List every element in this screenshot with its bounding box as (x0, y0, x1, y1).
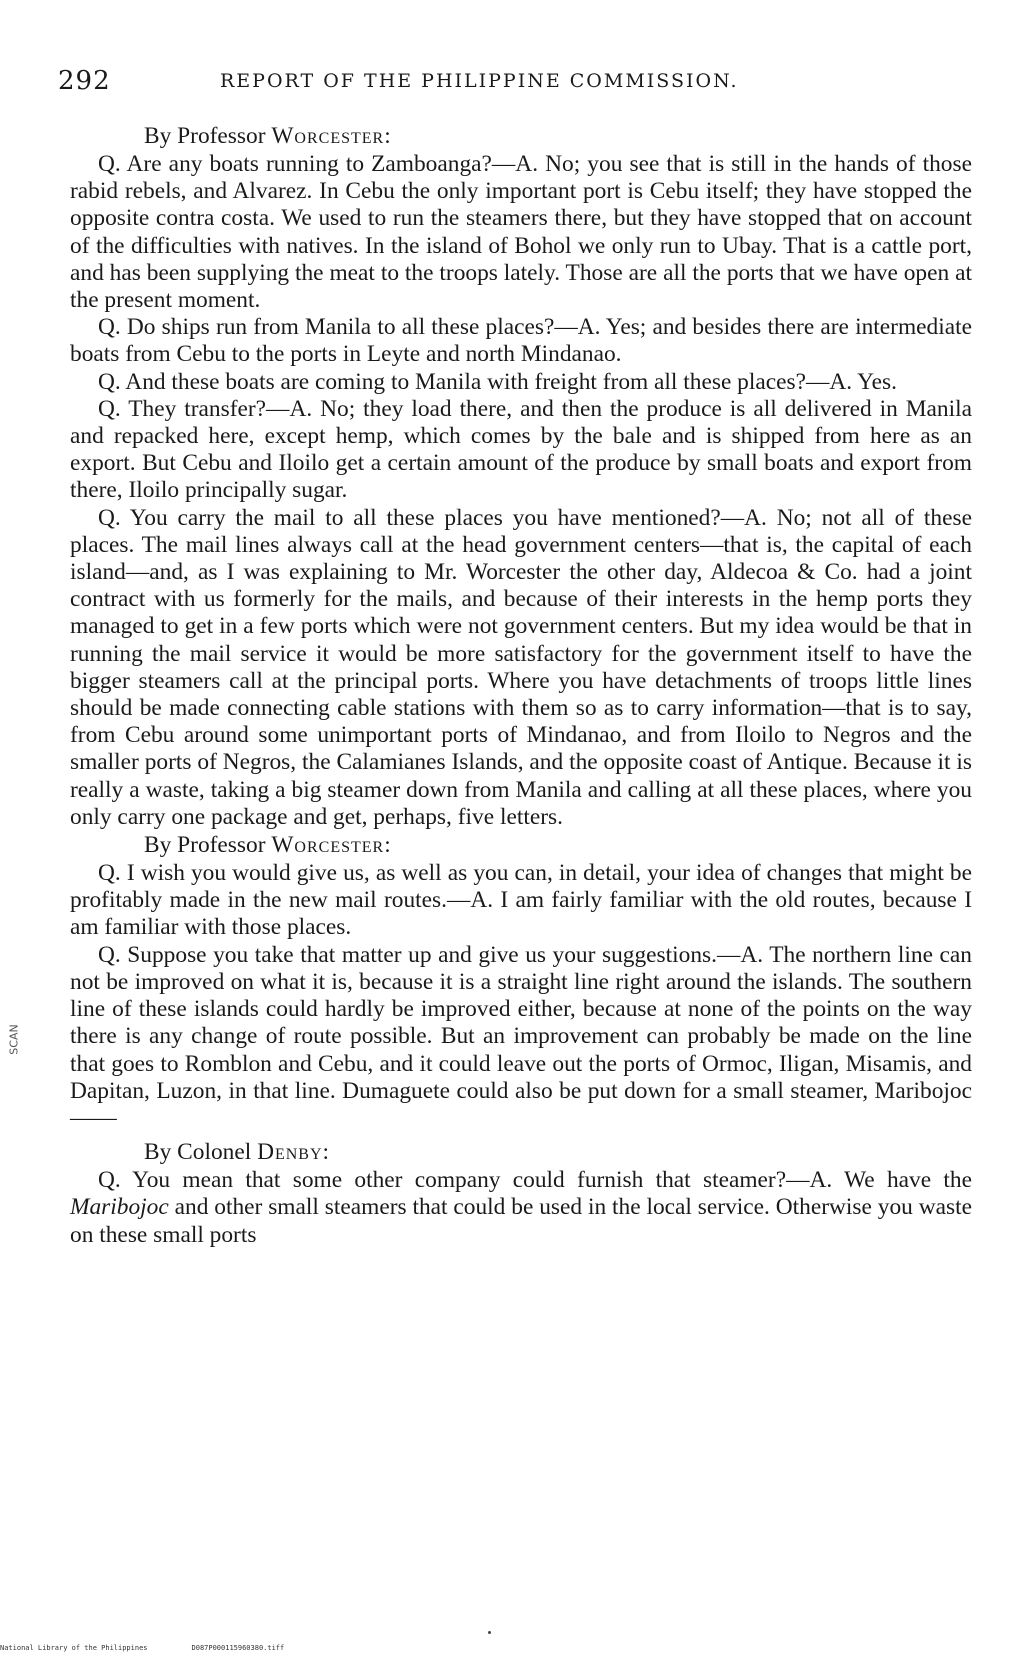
scan-speck (488, 1631, 491, 1634)
testimony-paragraph: Q. They transfer?—A. No; they load there, and then the produce is all delivered in Manila and repacked here, except hemp, which comes by the bale and is shipped from here as an export. But Cebu and Iloilo get a certain amount of the produce by small boats and export from there, Iloilo principally sugar. (70, 395, 972, 504)
testimony-paragraph: Q. I wish you would give us, as well as you can, in detail, your idea of changes that might be profitably made in the new mail routes.—A. I am fairly familiar with the old routes, because I am familiar with those places. (70, 860, 972, 941)
footer-file: D087P000115960380.tiff (191, 1644, 285, 1652)
ship-name: Maribojoc (70, 1194, 169, 1221)
body-text (70, 122, 972, 1249)
testimony-paragraph: Q. Suppose you take that matter up and give us your suggestions.—A. The northern line can not be improved on what it is, because it is a straight line right around the islands. The southern line of these islands could hardly be improved either, because at none of the points on the way there is any change of route possible. But an improvement can probably be made on the line that goes to Romblon and Cebu, and it could leave out the ports of Ormoc, Iligan, Misamis, and Dapitan, Luzon, in that line. Dumaguete could also be put down for a small steamer, Maribojoc—— (70, 941, 972, 1131)
margin-stamp: SCAN (7, 1023, 21, 1055)
running-head: REPORT OF THE PHILIPPINE COMMISSION. (220, 70, 739, 92)
testimony-paragraph: Q. And these boats are coming to Manila with freight from all these places?—A. Yes. (98, 368, 898, 395)
footer-library: National Library of the Philippines (0, 1644, 148, 1652)
speaker-heading: By Colonel Denby: (144, 1139, 331, 1166)
speaker-heading: By Professor Worcester: (144, 123, 392, 149)
page-number: 292 (58, 66, 111, 96)
testimony-paragraph: Q. You mean that some other company could furnish that steamer?—A. We have the Maribojoc and other small steamers that could be used in the local service. Otherwise you waste on these small ports (70, 1167, 972, 1248)
page-header (58, 66, 978, 96)
testimony-paragraph: Q. You carry the mail to all these places you have mentioned?—A. No; not all of these places. The mail lines always call at the head government centers—that is, the capital of each island—and, as I was explaining to Mr. Worcester the other day, Aldecoa & Co. had a joint contract with us formerly for the mails, and because of their interests in the hemp ports they managed to get in a few ports which were not government centers. But my idea would be that in running the mail service it would be more satisfactory for the government itself to have the bigger steamers call at the principal ports. Where you have detachments of troops little lines should be made connecting cable stations with them so as to carry information—that is to say, from Cebu around some unimportant ports of Mindanao, and from Iloilo to Negros and the smaller ports of Negros, the Calamianes Islands, and the opposite coast of Antique. Because it is really a waste, taking a big steamer down from Manila and calling at all these places, where you only carry one package and get, perhaps, five letters. (70, 504, 972, 830)
scan-footer (0, 1644, 284, 1652)
testimony-paragraph: Q. Are any boats running to Zamboanga?—A. No; you see that is still in the hands of those rabid rebels, and Alvarez. In Cebu the only important port is Cebu itself; they have stopped the opposite contra costa. We used to run the steamers there, but they have stopped that on account of the difficulties with natives. In the island of Bohol we only run to Ubay. That is a cattle port, and has been supplying the meat to the troops lately. Those are all the ports that we have open at the present moment. (70, 151, 972, 314)
speaker-heading: By Professor Worcester: (144, 832, 392, 859)
testimony-paragraph: Q. Do ships run from Manila to all these places?—A. Yes; and besides there are intermediate boats from Cebu to the ports in Leyte and north Mindanao. (70, 314, 972, 368)
